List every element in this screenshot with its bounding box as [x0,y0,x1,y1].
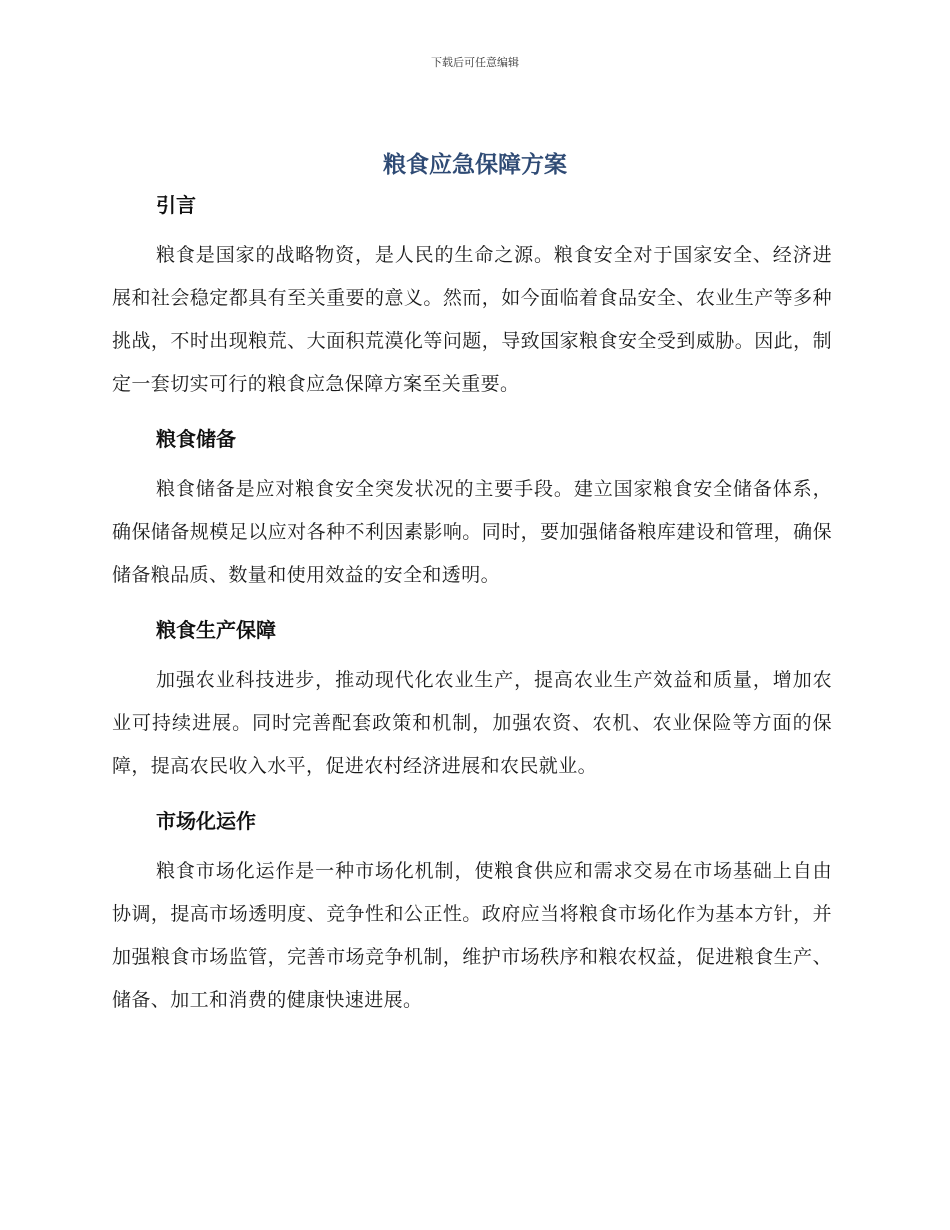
header-note: 下载后可任意编辑 [431,56,519,69]
section-production-support [112,615,832,788]
document-body [112,190,832,1040]
section-heading: 粮食储备 [156,427,236,451]
section-paragraph: 粮食是国家的战略物资，是人民的生命之源。粮食安全对于国家安全、经济进展和社会稳定都具有至关重要的意义。然而，如今面临着食品安全、农业生产等多种挑战，不时出现粮荒、大面积荒漠化等问题，导致国家粮食安全受到威胁。因此，制定一套切实可行的粮食应急保障方案至关重要。 [112,244,832,395]
section-market-operation [112,806,832,1022]
section-heading: 粮食生产保障 [156,618,276,642]
section-paragraph: 粮食市场化运作是一种市场化机制，使粮食供应和需求交易在市场基础上自由协调，提高市场透明度、竞争性和公正性。政府应当将粮食市场化作为基本方针，并加强粮食市场监管，完善市场竞争机制，维护市场秩序和粮农权益，促进粮食生产、储备、加工和消费的健康快速进展。 [112,860,832,1011]
document-title: 粮食应急保障方案 [383,152,567,178]
section-heading: 市场化运作 [156,809,256,833]
section-paragraph: 粮食储备是应对粮食安全突发状况的主要手段。建立国家粮食安全储备体系，确保储备规模足以应对各种不利因素影响。同时，要加强储备粮库建设和管理，确保储备粮品质、数量和使用效益的安全和透明。 [112,478,832,586]
section-introduction [112,190,832,406]
section-grain-reserve [112,424,832,597]
section-heading: 引言 [156,193,196,217]
section-paragraph: 加强农业科技进步，推动现代化农业生产，提高农业生产效益和质量，增加农业可持续进展。同时完善配套政策和机制，加强农资、农机、农业保险等方面的保障，提高农民收入水平，促进农村经济进展和农民就业。 [112,669,832,777]
